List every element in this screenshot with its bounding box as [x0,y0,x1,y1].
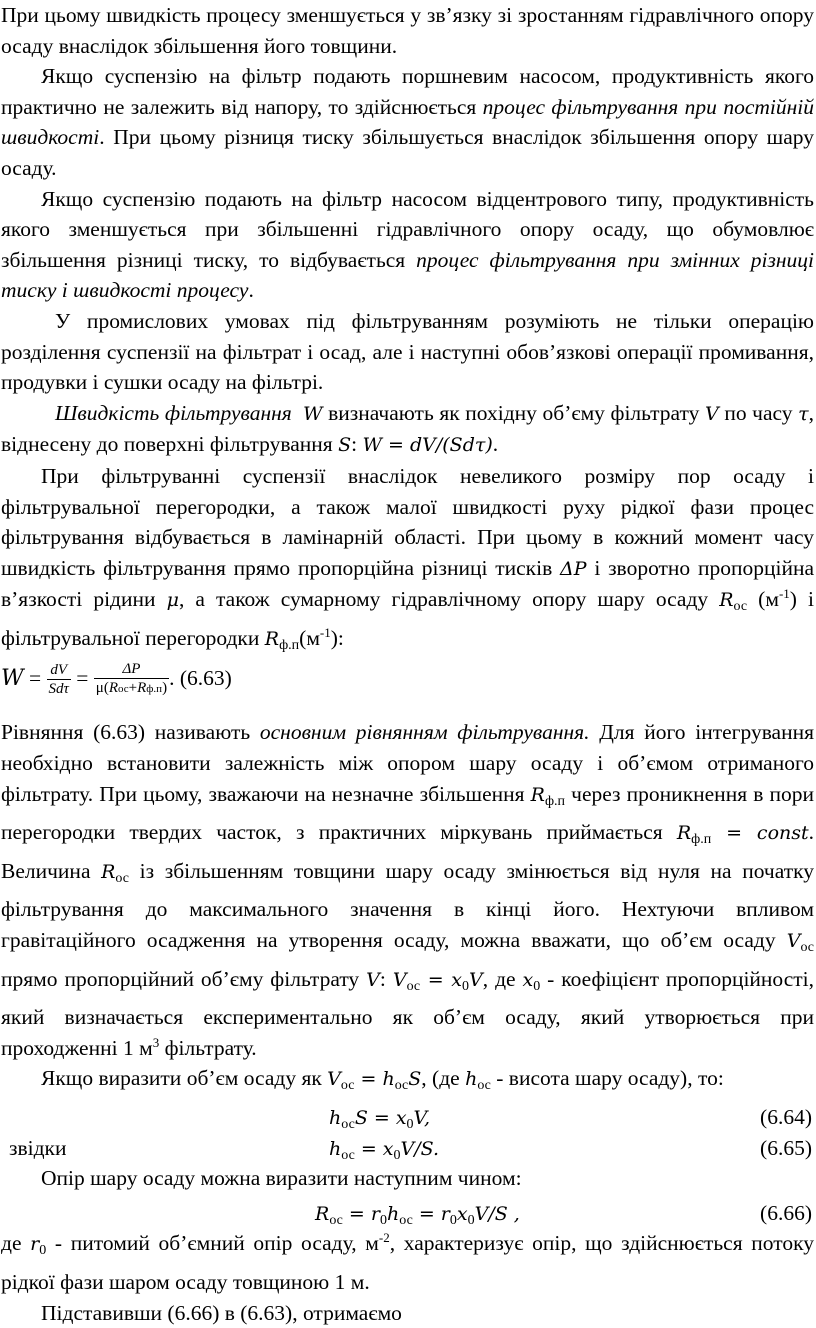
paragraph-11: Підставивши (6.66) в (6.63), отримаємо [41,1300,402,1325]
equation-number: (6.65) [760,1135,812,1160]
equation-6-63: W = $\frac{dV}{\text{Sdτ}}$ = $\frac{\Delta P}{\text{μ(Rос+Rф.п)}}$ . (6.63) [1,661,814,717]
speed-formula: W = dV/(Sdτ) [362,434,493,457]
term-main-equation: основним рівнянням фільтрування. [259,720,590,745]
equation-number: (6.63) [179,666,232,691]
paragraph-10: де $r_0$ - питомий об’ємний опір осаду, $м^{-2}$, характеризує опір, що здійснюється потоку рідкої фази шаром осаду товщиною 1 м. [1,1230,814,1294]
equation-6-66: $R_{ос} = r_0h_{ос} = r_0x_0V/S$ , (6.66) [1,1198,814,1229]
paragraph-9: Опір шару осаду можна виразити наступним чином: [41,1166,522,1191]
paragraph-1: При цьому швидкість процесу зменшується у зв’язку зі зростанням гідравлічного опору осаду внаслідок збільшення його товщини. [1,3,814,58]
equation-number: (6.66) [760,1200,812,1225]
paragraph-5: Швидкість фільтрування W визначають як похідну об’єму фільтрату V по часу τ, віднесену до поверхні фільтрування S: W = dV/(Sdτ). [1,400,815,457]
equation-6-65: звідки $h_{ос} = x_0V/S$. (6.65) [1,1133,814,1164]
paragraph-4: У промислових умовах під фільтруванням розуміють не тільки операцію розділення суспензії на фільтрат і осад, але і наступні обов’язкові операції промивання, продувки і сушки осаду на фільтрі. [1,308,814,395]
paragraph-8: Якщо виразити об’єм осаду як $V_{ос} = h_{ос}S$, (де $h_{ос}$ - висота шару осаду), то: [41,1066,724,1094]
term-filtration-speed: Швидкість фільтрування [55,400,292,425]
paragraph-6: При фільтруванні суспензії внаслідок невеликого розміру пор осаду і фільтрувальної перегородки, а також малої швидкості руху рідкої фази процес фільтрування відбувається в ламінарній області. При цьому в кожний момент часу швидкість фільтрування прямо пропорційна різниці тисків ΔP і зворотно пропорційна в’язкості рідини μ, а також сумарному гідравлічному опору шару осаду $R_{ос}$ $(м^{-1})$ і фільтрувальної перегородки $R_{ф.п}(м^{-1})$: [1,463,814,653]
paragraph-2: Якщо суспензію на фільтр подають поршневим насосом, продуктивність якого практично не залежить від напору, то здійснюється процес фільтрування при постійній швидкості. При цьому різниця тиску збільшується внаслідок збільшення опору шару осаду. [1,64,815,180]
equation-label: звідки [9,1135,67,1160]
fraction-dp-resistance: $\frac{\Delta P}{\text{μ(Rос+Rф.п)}}$ [95,661,168,697]
term-variable-pressure: процес фільтрування при змінних різниці тиску і швидкості процесу [1,247,815,303]
paragraph-7: Рівняння (6.63) називають основним рівнянням фільтрування. Для його інтегрування необхідно встановити залежність між опором шару осаду і об’ємом отриманого фільтрату. При цьому, зважаючи на незначне збільшення $R_{ф.п}$ через проникнення в пори перегородки твердих часток, з практичних міркувань приймається $R_{ф.п}$ = const. Величина $R_{ос}$ із збільшенням товщини шару осаду змінюється від нуля на початку фільтрування до максимального значення в кінці його. Нехтуючи впливом гравітаційного осадження на утворення осаду, можна вважати, що об’єм осаду $V_{ос}$ прямо пропорційний об’єму фільтрату V: $V_{ос} = x_0V$, де $x_0$ - коефіцієнт пропорційності, який визначається експериментально як об’єм осаду, який утворюється при проходженні 1 $м^3$ фільтрату. [1,720,815,1060]
term-constant-speed: процес фільтрування при постійній швидкості [1,94,815,150]
fraction-dv-sdt: $\frac{dV}{\text{Sdτ}}$ [48,661,69,697]
equation-6-64: $h_{ос}S = x_0V$, (6.64) [1,1102,814,1133]
paragraph-3: Якщо суспензію подають на фільтр насосом відцентрового типу, продуктивність якого зменшується при збільшенні гідравлічного опору осаду, що обумовлює збільшення різниці тиску, то відбувається процес фільтрування при змінних різниці тиску і швидкості процесу. [1,186,815,303]
equation-number: (6.64) [760,1105,812,1129]
